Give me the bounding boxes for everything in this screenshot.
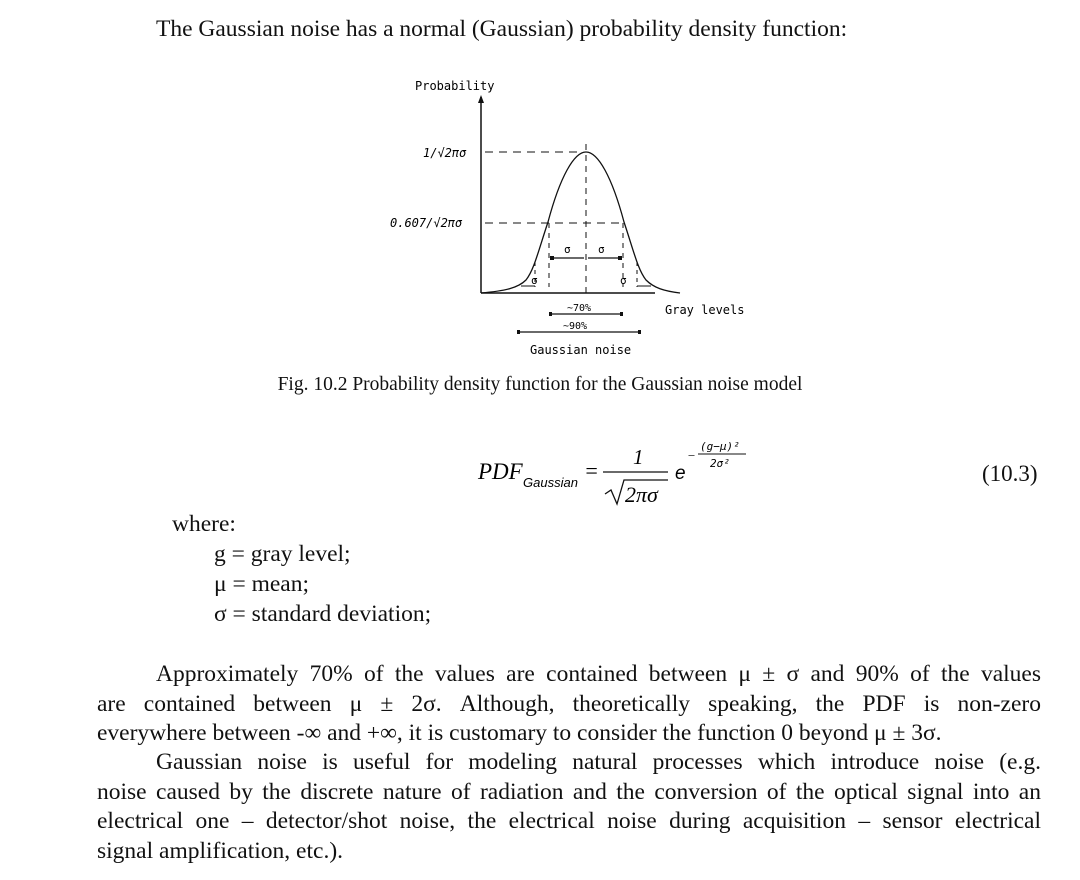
sigma-label-right: σ — [598, 243, 605, 256]
paragraph-line: Approximately 70% of the values are contained between μ ± σ and 90% of the values — [156, 661, 1041, 687]
equation-graphic — [470, 432, 770, 512]
sigma-label-left: σ — [564, 243, 571, 256]
figure-subtitle: Gaussian noise — [530, 343, 632, 357]
paragraph-line: noise caused by the discrete nature of radiation and the conversion of the optical signal into an — [97, 778, 1041, 805]
figure-caption: Fig. 10.2 Probability density function for the Gaussian noise model — [277, 374, 803, 395]
gaussian-figure — [380, 72, 760, 362]
peak-label: 1/√2πσ — [423, 146, 467, 160]
sigma-label-tail-right: σ — [620, 274, 627, 287]
def-mean: μ = mean; — [214, 571, 310, 597]
eq-lhs-sub: Gaussian — [523, 475, 578, 490]
eq-exp-denominator: 2σ² — [710, 457, 730, 470]
x-axis-label: Gray levels — [665, 303, 745, 317]
paragraph-line: signal amplification, etc.). — [97, 837, 344, 864]
paragraph-line: everywhere between -∞ and +∞, it is customary to consider the function 0 beyond μ ± 3σ. — [97, 720, 942, 746]
pct70-label: ~70% — [567, 303, 592, 314]
intro-sentence: The Gaussian noise has a normal (Gaussian) probability density function: — [156, 16, 848, 42]
eq-equals: = — [584, 458, 599, 483]
equation-number: (10.3) — [982, 461, 1038, 486]
eq-base: e — [675, 463, 686, 484]
eq-exp-numerator: (g−μ)² — [700, 440, 740, 453]
pct90-label: ~90% — [563, 321, 588, 332]
paragraph-applications — [97, 748, 1041, 866]
y-axis-arrow — [478, 95, 484, 103]
paragraph-line: electrical one – detector/shot noise, the electrical noise during acquisition – sensor electrical — [97, 808, 1041, 834]
eq-denominator: 2πσ — [625, 482, 658, 507]
where-heading: where: — [172, 511, 236, 537]
eq-numerator: 1 — [633, 445, 644, 469]
eq-exp-minus: − — [687, 448, 696, 463]
gaussian-equation — [470, 432, 770, 512]
def-std-deviation: σ = standard deviation; — [214, 601, 432, 627]
paragraph-line: Gaussian noise is useful for modeling natural processes which introduce noise (e.g. — [156, 749, 1041, 775]
paragraph-line: are contained between μ ± 2σ. Although, theoretically speaking, the PDF is non-zero — [97, 690, 1041, 717]
gaussian-diagram — [380, 72, 760, 362]
bell-curve — [481, 152, 680, 293]
def-gray-level: g = gray level; — [214, 541, 351, 567]
paragraph-distribution — [97, 660, 1041, 749]
half-label: 0.607/√2πσ — [390, 216, 463, 230]
sigma-label-tail-left: σ — [531, 274, 538, 287]
eq-lhs: PDF — [478, 459, 523, 484]
y-axis-label: Probability — [415, 79, 495, 93]
